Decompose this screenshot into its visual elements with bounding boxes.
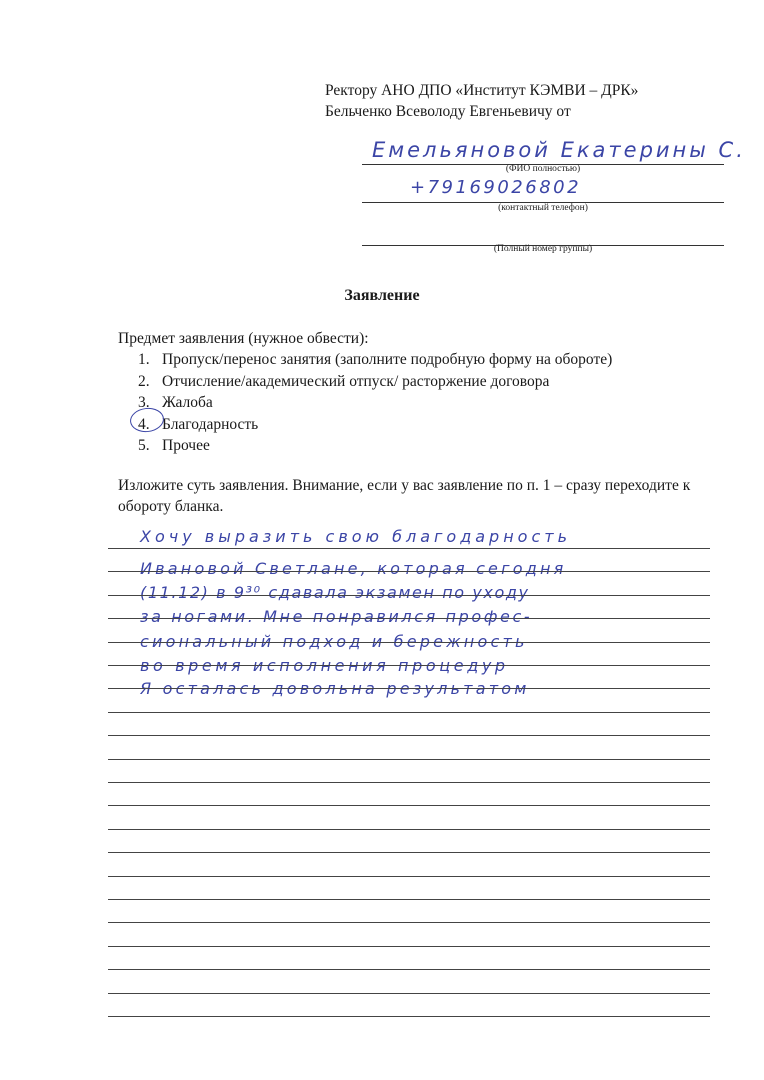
statement-line[interactable]: Хочу выразить свою благодарность [140, 527, 572, 546]
addressee-line-2: Бельченко Всеволоду Евгеньевичу от [325, 103, 571, 120]
ruled-line [108, 712, 710, 713]
ruled-line [108, 595, 710, 596]
option-item[interactable]: 3. Жалоба [138, 394, 213, 411]
ruled-line [108, 899, 710, 900]
ruled-line [108, 922, 710, 923]
ruled-line [108, 876, 710, 877]
statement-line[interactable]: во время исполнения процедур [140, 656, 509, 675]
phone-value[interactable]: +79169026802 [410, 177, 582, 198]
document-title: Заявление [344, 287, 420, 304]
ruled-line [108, 969, 710, 970]
instruction-text: Изложите суть заявления. Внимание, если у вас заявление по п. 1 – сразу переходите к обороту бланка. [118, 477, 691, 515]
ruled-line [108, 852, 710, 853]
option-item-selected[interactable]: 4. Благодарность [138, 415, 259, 433]
ruled-line [108, 688, 710, 689]
ruled-line [108, 571, 710, 572]
ruled-line [108, 993, 710, 994]
fio-value[interactable]: Емельяновой Екатерины С. [372, 138, 746, 162]
addressee-block [325, 80, 638, 122]
statement-line[interactable]: (11.12) в 9³⁰ сдавала экзамен по уходу [140, 583, 530, 602]
statement-line[interactable]: сиональный подход и бережность [140, 632, 528, 651]
statement-line[interactable]: Я осталась довольна результатом [140, 679, 530, 698]
ruled-line [108, 665, 710, 666]
option-item[interactable]: 5. Прочее [138, 437, 210, 454]
statement-line[interactable]: за ногами. Мне понравился профес- [140, 607, 533, 626]
ruled-line [108, 1016, 710, 1017]
subject-label: Предмет заявления (нужное обвести): [118, 330, 369, 347]
addressee-line-1: Ректору АНО ДПО «Институт КЭМВИ – ДРК» [325, 82, 639, 99]
option-item[interactable]: 1. Пропуск/перенос занятия (заполните подробную форму на обороте) [138, 351, 613, 368]
ruled-line [108, 548, 710, 549]
option-item[interactable]: 2. Отчисление/академический отпуск/ расторжение договора [138, 372, 550, 390]
fio-caption: (ФИО полностью) [505, 164, 581, 174]
ruled-line [108, 946, 710, 947]
ruled-line [108, 735, 710, 736]
ruled-line [108, 642, 710, 643]
group-caption: (Полный номер группы) [493, 244, 593, 254]
subject-options [138, 349, 612, 457]
ruled-line [108, 782, 710, 783]
ruled-line [108, 759, 710, 760]
phone-caption: (контактный телефон) [498, 203, 588, 213]
ruled-line [108, 829, 710, 830]
ruled-line [108, 805, 710, 806]
statement-line[interactable]: Ивановой Светлане, которая сегодня [140, 559, 567, 578]
ruled-line [108, 618, 710, 619]
